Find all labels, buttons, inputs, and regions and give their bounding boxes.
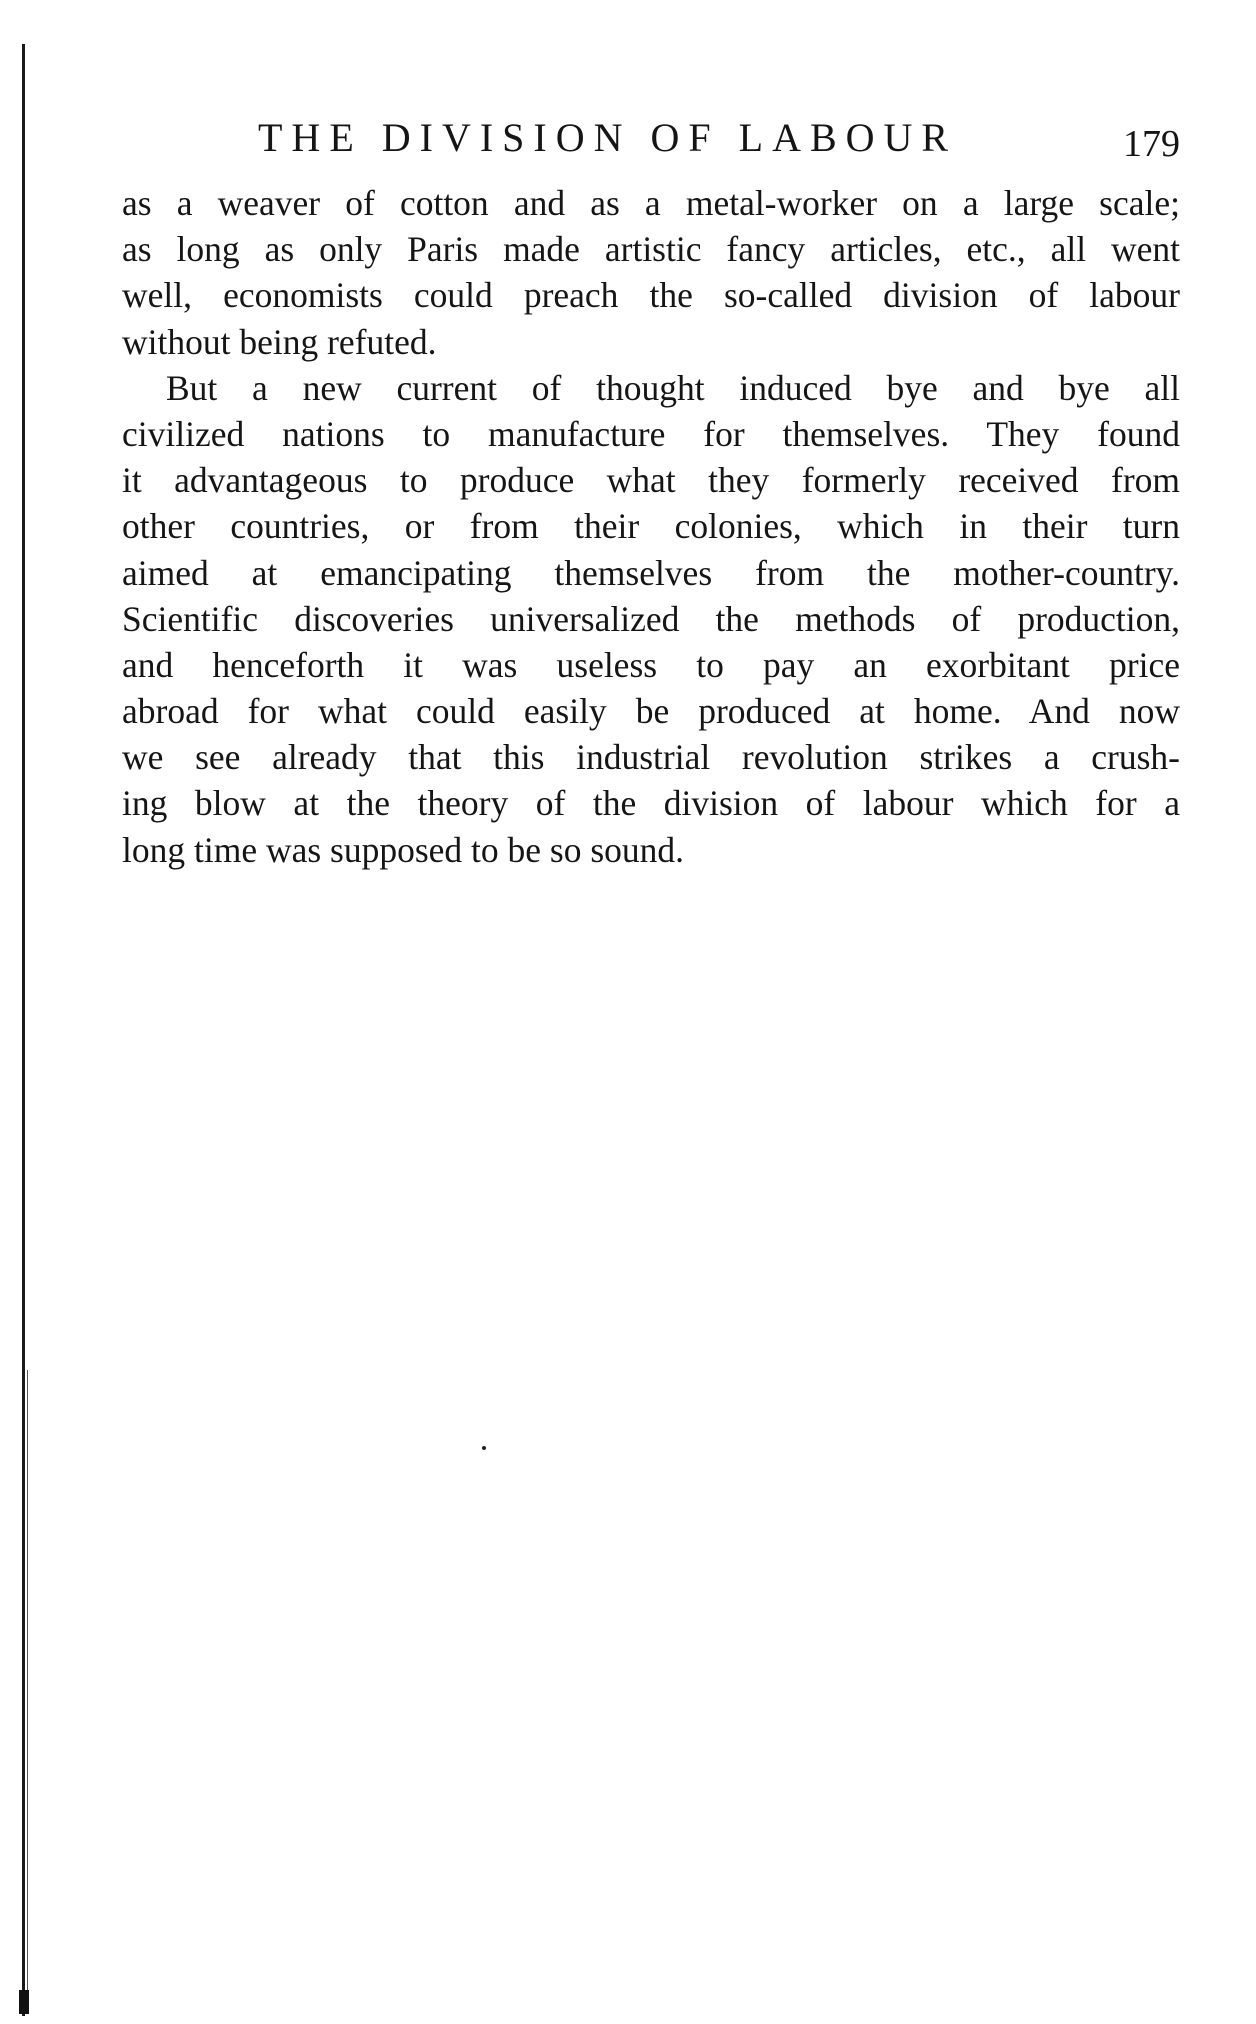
chapter-title: THE DIVISION OF LABOUR: [258, 115, 958, 160]
body-text: [122, 180, 1180, 873]
scan-edge-rule: [22, 44, 25, 2016]
text-line: other countries, or from their colonies, which in their turn: [122, 506, 1180, 547]
text-line: But a new current of thought induced bye and bye all: [166, 367, 1180, 408]
paragraph-1: [122, 180, 1180, 365]
scan-edge-rule-thin: [27, 1370, 28, 2010]
text-line: ing blow at the theory of the division of labour which for a: [122, 783, 1180, 824]
text-line: aimed at emancipating themselves from the mother-country.: [122, 552, 1180, 593]
text-line: civilized nations to manufacture for themselves. They found: [122, 413, 1180, 454]
text-line: without being refuted.: [122, 321, 437, 362]
paragraph-2: [122, 365, 1180, 873]
text-line: abroad for what could easily be produced at home. And now: [122, 691, 1180, 732]
page-number: 179: [1123, 123, 1180, 165]
text-line: well, economists could preach the so-called division of labour: [122, 275, 1180, 316]
text-line: as a weaver of cotton and as a metal-worker on a large scale;: [122, 183, 1180, 223]
text-line: Scientific discoveries universalized the methods of production,: [122, 598, 1180, 639]
scan-edge-blot: [19, 1990, 29, 2014]
text-line: long time was supposed to be so sound.: [122, 829, 685, 870]
text-line: as long as only Paris made artistic fancy articles, etc., all went: [122, 229, 1180, 270]
text-line: and henceforth it was useless to pay an exorbitant price: [122, 644, 1180, 685]
text-line: we see already that this industrial revolution strikes a crush-: [122, 737, 1180, 778]
text-line: it advantageous to produce what they formerly received from: [122, 460, 1180, 501]
running-head: [122, 112, 1180, 164]
scan-speck: [482, 1446, 486, 1450]
